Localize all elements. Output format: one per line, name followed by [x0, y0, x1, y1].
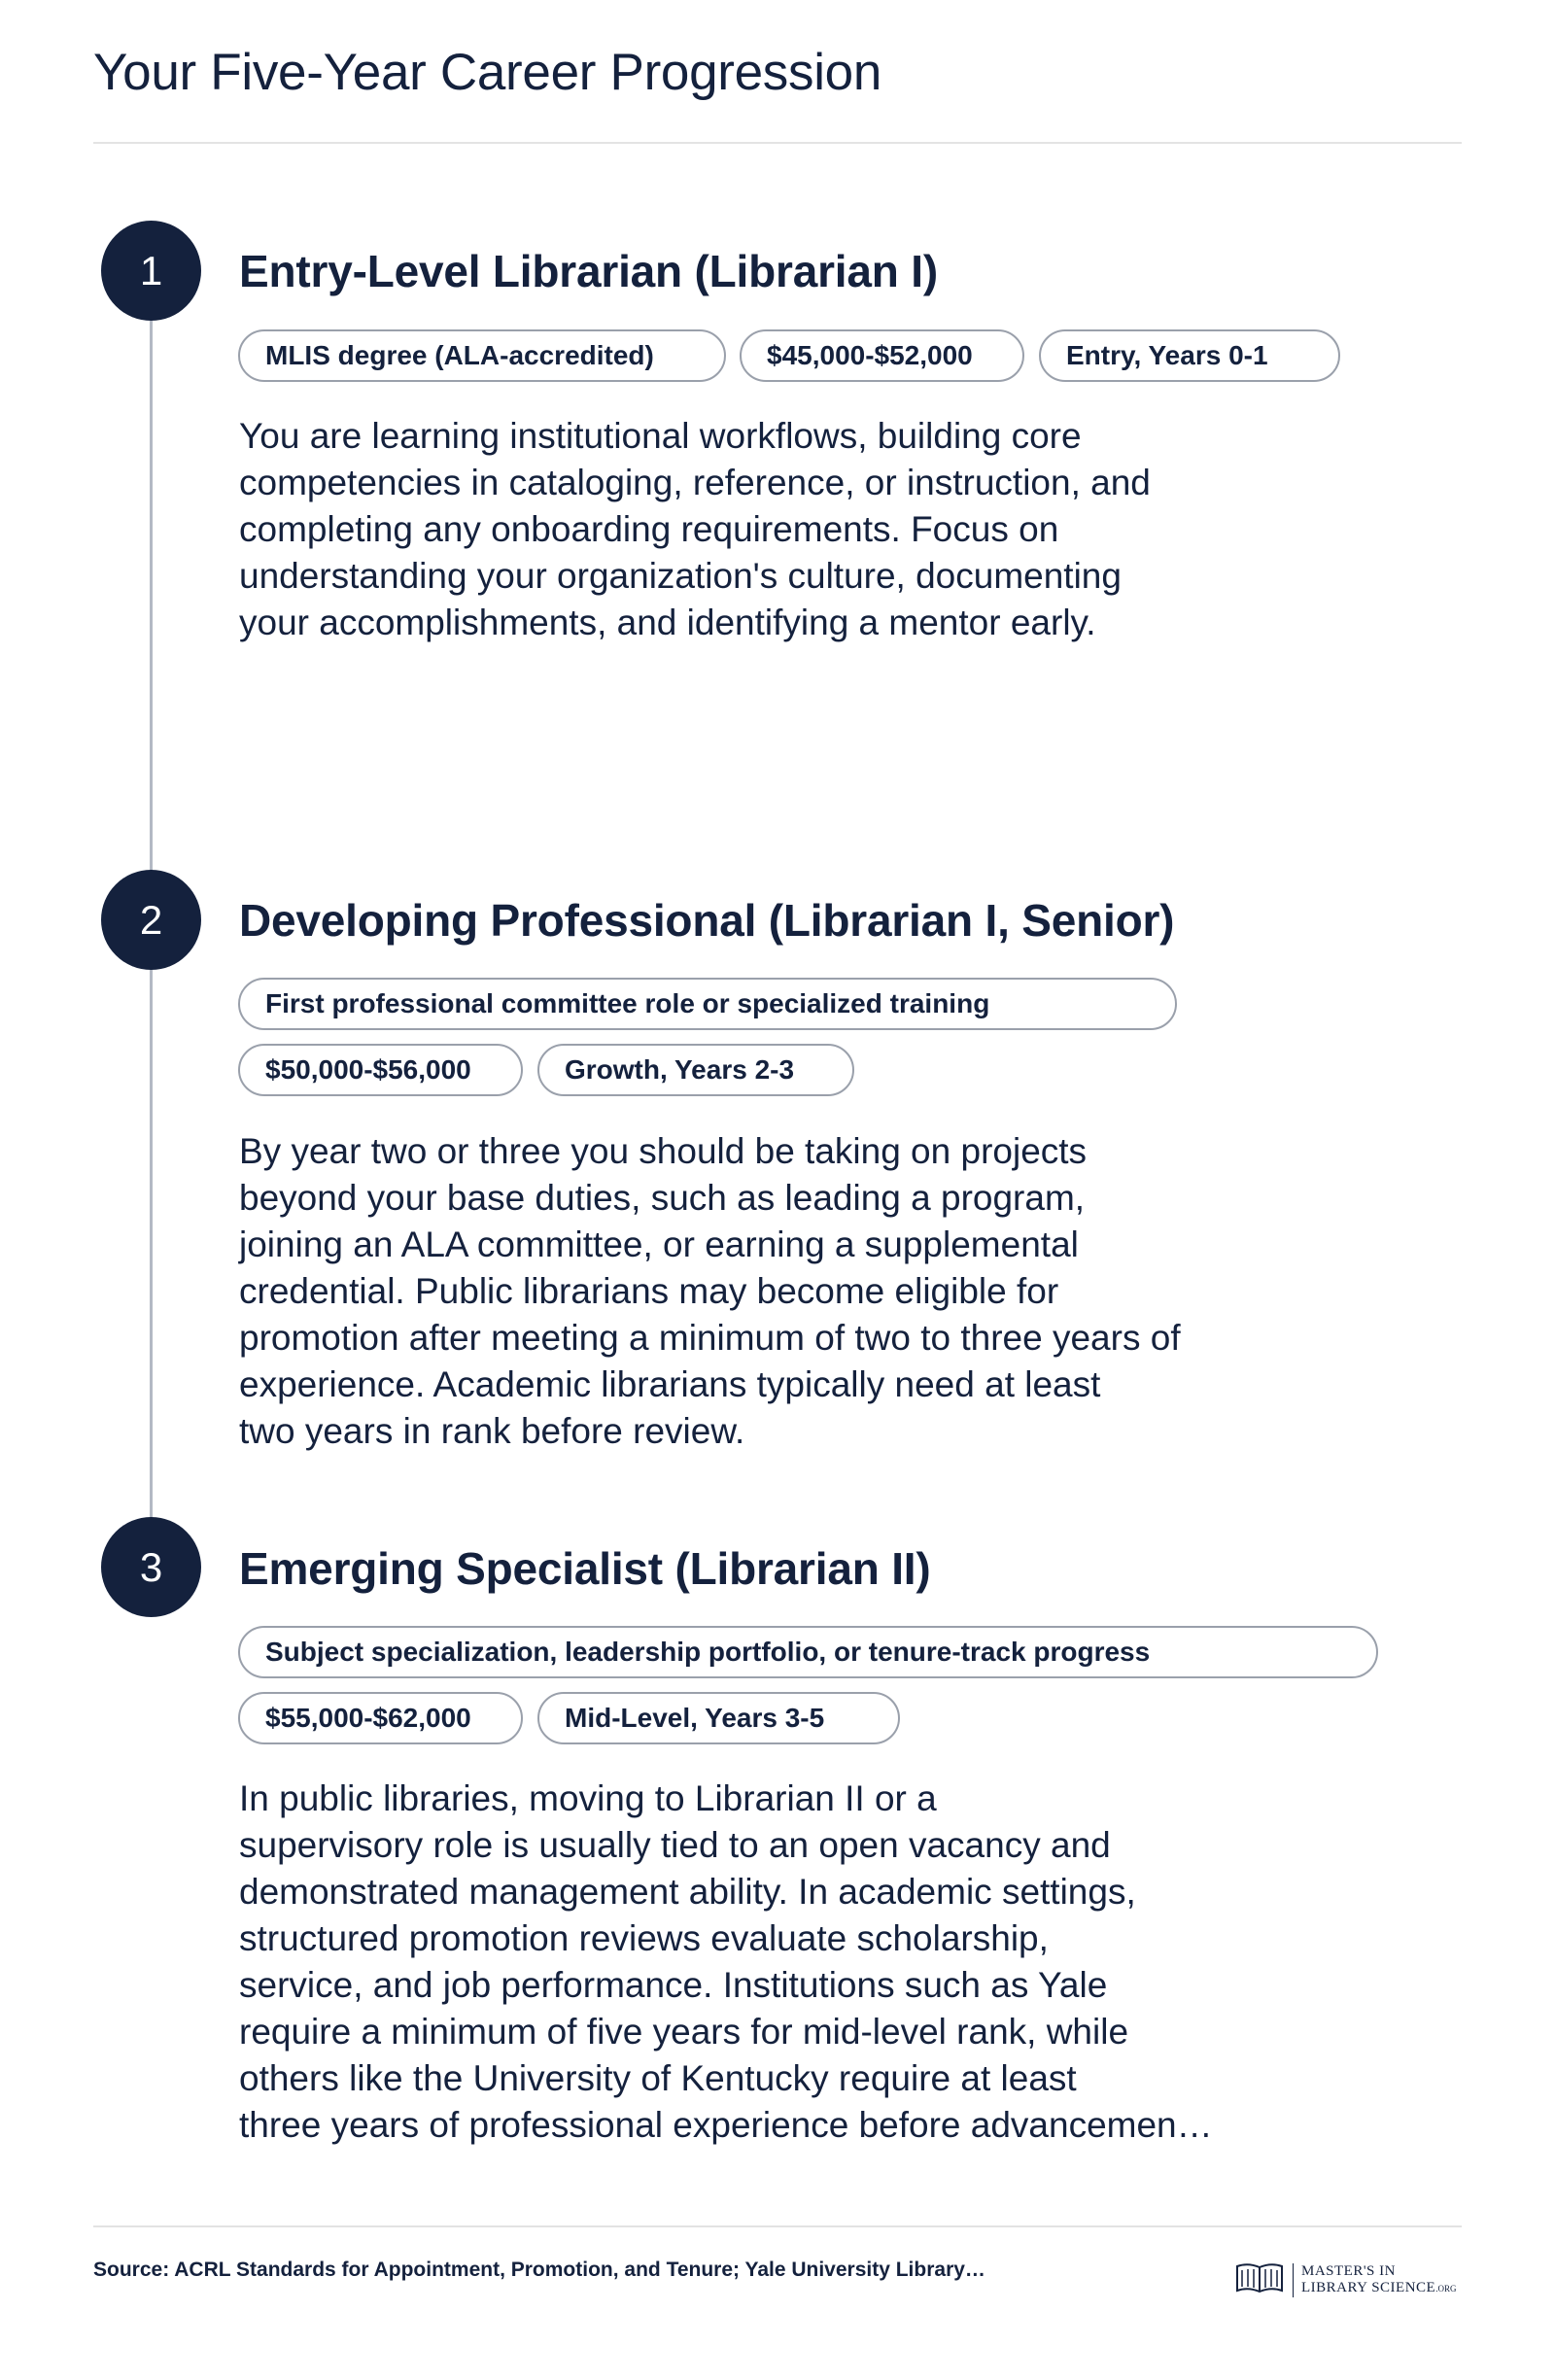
- description-line: beyond your base duties, such as leading a program,: [239, 1178, 1086, 1218]
- description-line: promotion after meeting a minimum of two to three years of: [239, 1318, 1181, 1358]
- description-line: You are learning institutional workflows, building core: [239, 416, 1082, 456]
- timeline-line-2: [150, 941, 153, 1524]
- description-line: require a minimum of five years for mid-level rank, while: [239, 2012, 1129, 2052]
- stage-pill: Growth, Years 2-3: [537, 1044, 854, 1096]
- step-title: Developing Professional (Librarian I, Senior): [239, 895, 1175, 946]
- description-line: your accomplishments, and identifying a mentor early.: [239, 603, 1096, 642]
- logo-line-2: LIBRARY SCIENCE: [1301, 2280, 1436, 2295]
- requirement-pill: Subject specialization, leadership portfolio, or tenure-track progress: [238, 1626, 1378, 1678]
- salary-pill: $55,000-$62,000: [238, 1692, 523, 1744]
- description-line: two years in rank before review.: [239, 1411, 745, 1451]
- description-line: service, and job performance. Institutions such as Yale: [239, 1965, 1108, 2005]
- description-line: By year two or three you should be taking on projects: [239, 1131, 1088, 1171]
- source-citation: Source: ACRL Standards for Appointment, Promotion, and Tenure; Yale University Library…: [93, 2259, 985, 2281]
- timeline-line-1: [150, 292, 153, 875]
- requirement-pill: MLIS degree (ALA-accredited): [238, 329, 726, 382]
- step-description: [239, 1776, 1269, 2149]
- logo-wordmark: [1293, 2263, 1456, 2297]
- page-title: Your Five-Year Career Progression: [93, 44, 882, 101]
- step-description: [239, 1128, 1269, 1455]
- description-line: three years of professional experience before advancemen…: [239, 2105, 1213, 2145]
- requirement-pill: First professional committee role or specialized training: [238, 978, 1177, 1030]
- description-line: experience. Academic librarians typically need at least: [239, 1364, 1101, 1404]
- description-line: others like the University of Kentucky require at least: [239, 2058, 1077, 2098]
- site-logo: [1234, 2260, 1456, 2300]
- stage-pill: Entry, Years 0-1: [1039, 329, 1340, 382]
- description-line: structured promotion reviews evaluate scholarship,: [239, 1918, 1049, 1958]
- description-line: demonstrated management ability. In academic settings,: [239, 1872, 1136, 1912]
- description-line: completing any onboarding requirements. Focus on: [239, 509, 1059, 549]
- step-description: [239, 413, 1269, 646]
- bottom-divider: [93, 2225, 1462, 2227]
- step-title: Emerging Specialist (Librarian II): [239, 1543, 931, 1594]
- description-line: supervisory role is usually tied to an open vacancy and: [239, 1825, 1111, 1865]
- top-divider: [93, 142, 1462, 144]
- step-number-badge: 1: [101, 221, 201, 321]
- salary-pill: $50,000-$56,000: [238, 1044, 523, 1096]
- salary-pill: $45,000-$52,000: [740, 329, 1024, 382]
- description-line: competencies in cataloging, reference, or instruction, and: [239, 463, 1151, 502]
- description-line: In public libraries, moving to Librarian II or a: [239, 1778, 937, 1818]
- step-number-badge: 2: [101, 870, 201, 970]
- logo-suffix: .ORG: [1435, 2284, 1457, 2294]
- description-line: credential. Public librarians may become eligible for: [239, 1271, 1059, 1311]
- step-number-badge: 3: [101, 1517, 201, 1617]
- step-title: Entry-Level Librarian (Librarian I): [239, 246, 938, 296]
- logo-line-1: MASTER'S IN: [1301, 2263, 1396, 2279]
- description-line: joining an ALA committee, or earning a supplemental: [239, 1224, 1079, 1264]
- stage-pill: Mid-Level, Years 3-5: [537, 1692, 900, 1744]
- description-line: understanding your organization's culture, documenting: [239, 556, 1122, 596]
- open-book-icon: [1234, 2260, 1285, 2300]
